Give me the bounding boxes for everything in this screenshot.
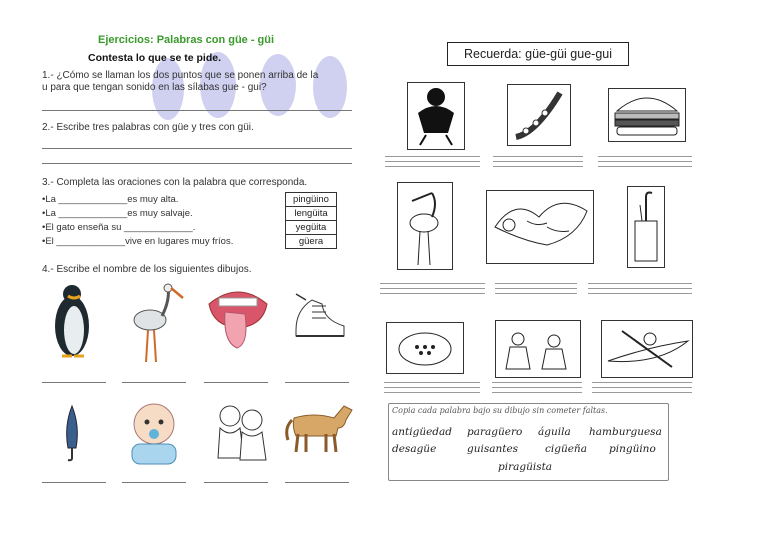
answer-line[interactable] bbox=[42, 163, 352, 164]
picture-frame bbox=[397, 182, 453, 270]
cursive-word: antigüedad bbox=[392, 426, 453, 438]
answer-line[interactable] bbox=[285, 382, 349, 383]
cursive-word: desagüe bbox=[392, 443, 437, 455]
cursive-word: cigüeña bbox=[545, 443, 587, 455]
answer-line[interactable] bbox=[42, 148, 352, 149]
answer-line[interactable] bbox=[122, 382, 186, 383]
kayaker-icon bbox=[602, 321, 692, 377]
answer-line[interactable] bbox=[204, 482, 268, 483]
worksheet-title: Ejercicios: Palabras con güe - güi bbox=[98, 34, 275, 46]
sentence-4[interactable]: •El _____________vive en lugares muy fríos. bbox=[42, 236, 234, 247]
shoe-icon bbox=[290, 290, 348, 346]
cursive-word: paragüero bbox=[467, 426, 523, 438]
picture-frame bbox=[486, 190, 594, 264]
answer-line[interactable] bbox=[42, 382, 106, 383]
worksheet-subtitle: Contesta lo que se te pide. bbox=[88, 52, 222, 64]
hamburger-icon bbox=[609, 89, 685, 141]
answer-line[interactable] bbox=[122, 482, 186, 483]
question-3: 3.- Completa las oraciones con la palabra que corresponda. bbox=[42, 177, 308, 188]
answer-line[interactable] bbox=[285, 482, 349, 483]
sentence-2[interactable]: •La _____________es muy salvaje. bbox=[42, 208, 193, 219]
drain-icon bbox=[387, 323, 463, 373]
baby-icon bbox=[126, 400, 182, 466]
word-option: yegüita bbox=[286, 221, 336, 235]
question-1-line-2: u para que tengan sonido en las sílabas gue - gui? bbox=[42, 82, 267, 93]
answer-lines[interactable] bbox=[592, 382, 692, 397]
answer-lines[interactable] bbox=[598, 156, 692, 171]
ancient-people-icon bbox=[496, 321, 580, 377]
peapod-icon bbox=[508, 85, 570, 145]
word-option: güera bbox=[298, 236, 324, 247]
stork-icon bbox=[128, 280, 184, 364]
answer-lines[interactable] bbox=[380, 283, 485, 298]
picture-frame bbox=[495, 320, 581, 378]
umbrella-stand-icon bbox=[628, 187, 664, 267]
copy-instruction: Copia cada palabra bajo su dibujo sin cometer faltas. bbox=[392, 406, 608, 415]
answer-lines[interactable] bbox=[384, 382, 480, 397]
children-icon bbox=[210, 402, 272, 464]
decorative-blob bbox=[313, 56, 347, 118]
word-option: pingüino bbox=[286, 193, 336, 207]
cursive-word: hamburguesa bbox=[589, 426, 662, 438]
cursive-word: águila bbox=[538, 426, 571, 438]
question-2: 2.- Escribe tres palabras con güe y tres con güi. bbox=[42, 122, 254, 133]
horse-icon bbox=[284, 400, 356, 454]
tongue-icon bbox=[205, 282, 271, 354]
word-option: lengüita bbox=[286, 207, 336, 221]
cursive-word: piragüista bbox=[498, 461, 553, 473]
umbrella-icon bbox=[60, 404, 84, 462]
stork-icon bbox=[398, 183, 452, 269]
picture-frame bbox=[407, 82, 465, 150]
cursive-word: pingüino bbox=[609, 443, 656, 455]
answer-line[interactable] bbox=[42, 110, 352, 111]
penguin-icon bbox=[408, 83, 464, 149]
question-4: 4.- Escribe el nombre de los siguientes dibujos. bbox=[42, 264, 252, 275]
picture-frame bbox=[608, 88, 686, 142]
penguin-icon bbox=[48, 282, 96, 360]
answer-lines[interactable] bbox=[385, 156, 480, 171]
picture-frame bbox=[601, 320, 693, 378]
answer-lines[interactable] bbox=[495, 283, 577, 298]
answer-lines[interactable] bbox=[492, 382, 582, 397]
answer-line[interactable] bbox=[42, 482, 106, 483]
answer-line[interactable] bbox=[204, 382, 268, 383]
picture-frame bbox=[627, 186, 665, 268]
sentence-1[interactable]: •La _____________es muy alta. bbox=[42, 194, 179, 205]
question-1-line-1: 1.- ¿Cómo se llaman los dos puntos que se ponen arriba de la bbox=[42, 70, 319, 81]
sentence-3[interactable]: •El gato enseña su _____________. bbox=[42, 222, 196, 233]
picture-frame bbox=[507, 84, 571, 146]
picture-frame bbox=[386, 322, 464, 374]
recuerda-box: Recuerda: güe-güi gue-gui bbox=[447, 42, 629, 66]
answer-lines[interactable] bbox=[588, 283, 692, 298]
answer-lines[interactable] bbox=[493, 156, 583, 171]
eagle-icon bbox=[487, 191, 593, 263]
cursive-word: guisantes bbox=[467, 443, 519, 455]
word-options-box bbox=[285, 192, 337, 249]
